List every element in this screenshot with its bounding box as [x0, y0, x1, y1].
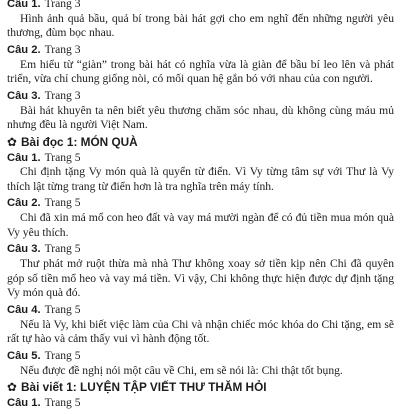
question-number: Câu 5.	[7, 349, 41, 362]
question-heading	[7, 349, 394, 364]
page-reference: Trang 5	[44, 395, 81, 409]
page-reference: Trang 5	[44, 150, 81, 164]
question-heading	[7, 303, 394, 318]
question-heading	[7, 43, 394, 58]
question-number: Câu 3.	[7, 243, 41, 256]
question-number: Câu 4.	[7, 304, 41, 316]
question-heading	[7, 151, 394, 166]
page-reference: Trang 3	[44, 42, 81, 56]
question-number: Câu 1.	[7, 151, 41, 164]
answer-paragraph: Em hiểu từ “giàn” trong bài hát có nghĩa vừa là giàn để bầu bí leo lên và phát triển, vừa chỉ chung giống nòi, có mối quan hệ gắn bó với nhau của con người.	[7, 57, 394, 86]
section-heading	[7, 380, 394, 395]
question-number: Câu 2.	[7, 197, 41, 210]
answer-paragraph: Bài hát khuyên ta nên biết yêu thương chăm sóc nhau, dù không cùng máu mủ nhưng đều là người Việt Nam.	[7, 103, 394, 132]
page-reference: Trang 3	[44, 0, 81, 10]
section-heading	[7, 135, 394, 150]
question-heading	[7, 89, 394, 104]
page-reference: Trang 5	[44, 242, 81, 256]
page-reference: Trang 5	[44, 348, 81, 362]
page-reference: Trang 3	[44, 88, 81, 102]
flower-icon: ✿	[7, 134, 17, 149]
question-heading	[7, 242, 394, 257]
answer-paragraph: Chi định tặng Vy món quà là quyển từ điển. Vì Vy từng tâm sự với Thư là Vy thích lật từng trang từ điển hơn là tra nghĩa trên máy tính.	[7, 165, 394, 193]
flower-icon: ✿	[7, 380, 17, 395]
question-heading	[7, 0, 394, 12]
section-title: Bài đọc 1: MÓN QUÀ	[21, 134, 138, 149]
question-number: Câu 3.	[7, 89, 41, 102]
question-heading	[7, 396, 394, 411]
page-reference: Trang 5	[44, 196, 81, 210]
question-heading	[7, 196, 394, 211]
answer-paragraph: Nếu được đề nghị nói một câu về Chi, em sẽ nói là: Chi thật tốt bụng.	[20, 363, 343, 377]
section-title: Bài viết 1: LUYỆN TẬP VIẾT THƯ THĂM HỎI	[21, 380, 267, 395]
question-number: Câu 1.	[7, 396, 41, 409]
page-reference: Trang 5	[44, 303, 81, 316]
answer-paragraph: Nếu là Vy, khi biết việc làm của Chi và nhận chiếc móc khóa do Chi tặng, em sẽ rất tự hào và cảm thấy vui vì hành động tốt.	[7, 317, 394, 346]
answer-paragraph: Hình ảnh quả bầu, quả bí trong bài hát gợi cho em nghĩ đến những người yêu thương, đùm bọc nhau.	[7, 11, 394, 40]
question-number: Câu 1.	[7, 0, 41, 10]
question-number: Câu 2.	[7, 43, 41, 56]
answer-paragraph: Chi đã xin má mổ con heo đất và vay má mười ngàn để có đủ tiền mua món quà Vy yêu thích.	[7, 211, 394, 239]
answer-paragraph: Thư phát mở ruột thừa mà nhà Thư không xoay sở tiền kịp nên Chi đã quyên góp số tiền mổ heo và vay má tiền. Vì vậy, Chi không thực hiện được dự định tặng Vy món quà đó.	[7, 257, 394, 300]
